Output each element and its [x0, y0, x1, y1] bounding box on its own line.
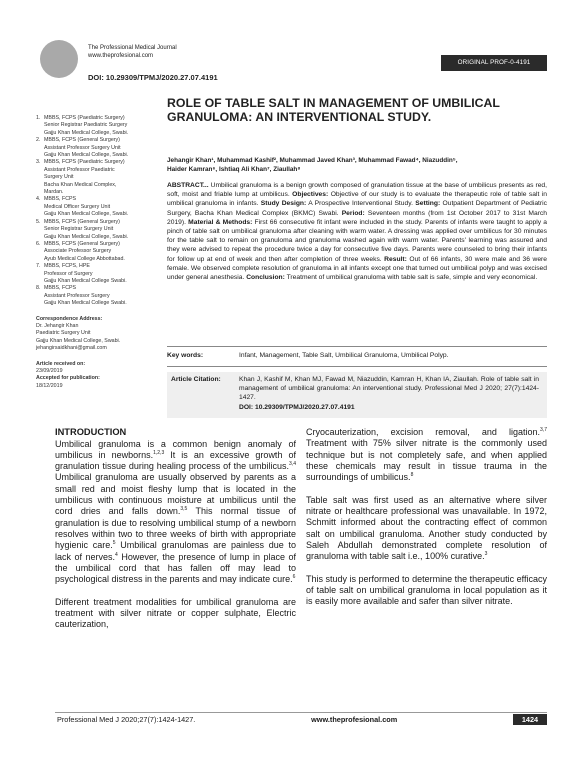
journal-logo	[40, 40, 78, 78]
correspondence-line: Paediatric Surgery Unit	[36, 330, 91, 337]
keywords-row	[167, 352, 547, 359]
conclusion-text: Treatment of umbilical granuloma with table salt is safe, simple and very economical.	[284, 273, 538, 281]
affiliation-line: Senior Registrar Paediatric Surgery	[44, 122, 128, 129]
footer-url[interactable]: www.theprofesional.com	[311, 714, 398, 724]
affiliation-item	[36, 263, 161, 285]
affiliation-line: MBBS, FCPS, HPE	[44, 263, 90, 270]
text-run: Table salt was first used as an alternative where silver nitrate or healthcare professional was unavailable. In 1972, Schmitt informed about the contracting effect of common salt on umbilical granuloma. Another study conducted by Saleh Abdullah demonstrated complete resolution of granuloma with table salt i.e., 100% curative.	[306, 494, 547, 562]
article-type-badge: ORIGINAL PROF-0-4191	[441, 55, 547, 71]
reference-marker: 4	[115, 551, 118, 558]
correspondence-line: Gajju Khan Medical College, Swabi.	[36, 337, 121, 344]
journal-header	[88, 44, 177, 60]
text-run: This normal tissue of granulation is due to resolving umbilical stump of a newborn resolves within two to three weeks of birth with appropriate hygienic care.	[55, 506, 296, 551]
footer-citation: Professional Med J 2020;27(7):1424-1427.	[57, 714, 196, 724]
affiliation-item	[36, 196, 161, 218]
affiliation-item	[36, 241, 161, 263]
result-label: Result:	[384, 255, 407, 263]
body-paragraph	[306, 427, 547, 483]
affiliations-list	[36, 115, 161, 308]
affiliation-line: Professor of Surgery	[44, 270, 93, 277]
affiliation-line: Medical Officer Surgery Unit	[44, 203, 111, 210]
header-doi[interactable]: DOI: 10.29309/TPMJ/2020.27.07.4191	[88, 73, 218, 82]
methods-text: First 66 consecutive fit infant were included in the study. Parents of infants were taught to apply a pinch of table salt on umbilical granuloma after cleaning with warm water. A dressing was applied over umbilicus for 30 minutes for the table salt to remain on granuloma and granuloma washed again with warm water. Parents' learning was assured and they were advised to repeat the procedure twice a day for consecutive five days. Parents were counseled to bring their infants for follow up at end of week and then after completion of three weeks.	[167, 218, 547, 263]
dates-block	[36, 361, 161, 391]
objectives-text: Objective of our study is to evaluate the therapeutic role of table salt in umbilical granuloma in infants.	[167, 191, 547, 208]
correspondence-block	[36, 316, 161, 353]
affiliation-line: Gajju Khan Medical College, Swabi.	[44, 152, 129, 159]
reference-marker: 3,4	[289, 461, 296, 468]
affiliation-line: Mardan.	[44, 189, 64, 196]
reference-marker: 3	[484, 551, 488, 558]
affiliation-item	[36, 137, 161, 159]
affiliation-line: Surgery Unit	[44, 174, 74, 181]
affiliation-line: Ayub Medical College Abbottabad.	[44, 255, 125, 262]
affiliation-line: Gajju Khan Medical College, Swabi.	[44, 129, 129, 136]
affiliation-number: 7.	[36, 263, 41, 270]
affiliation-lines	[44, 196, 128, 218]
reference-marker: 5	[112, 540, 116, 547]
text-run: Umbilical granuloma is a common benign anomaly of umbilicus in newborns.	[55, 438, 296, 460]
correspondence-email[interactable]: jehangirsaidkhani@gmail.com	[36, 345, 107, 352]
affiliation-line: MBBS, FCPS (General Surgery)	[44, 137, 120, 144]
affiliation-lines	[44, 115, 128, 137]
affiliation-number: 1.	[36, 115, 41, 121]
affiliation-line: Assistant Professor Surgery Unit	[44, 144, 121, 151]
body-column-right	[306, 427, 547, 619]
affiliation-number: 6.	[36, 240, 41, 247]
received-date: 23/09/2019	[36, 368, 63, 374]
affiliation-item	[36, 219, 161, 241]
affiliation-number: 8.	[36, 285, 41, 292]
keywords-label: Key words:	[167, 352, 204, 359]
affiliation-line: Associate Professor Surgery	[44, 248, 112, 255]
affiliation-lines	[44, 285, 127, 307]
affiliation-number: 3.	[36, 159, 41, 166]
body-paragraph: Different treatment modalities for umbilical granuloma are treatment with silver nitrate or copper sulphate, Electric cauterization,	[55, 596, 296, 630]
authors-line: Jehangir Khan¹, Muhammad Kashif², Muhammad Javed Khan³, Muhammad Fawad⁴, Niazuddin⁵,	[167, 157, 458, 164]
author-list	[167, 156, 552, 174]
body-paragraph	[306, 495, 547, 563]
keywords-text: Infant, Management, Table Salt, Umbilical Granuloma, Umbilical Polyp.	[239, 352, 449, 359]
affiliation-line: MBBS, FCPS (Paediatric Surgery)	[44, 115, 125, 121]
affiliation-line: MBBS, FCPS (Paediatric Surgery)	[44, 159, 125, 166]
abstract	[167, 181, 547, 282]
page-number: 1424	[513, 714, 547, 725]
affiliation-line: Gajju Khan Medical College Swabi.	[44, 300, 127, 307]
affiliation-line: Assistant Professor Paediatric	[44, 166, 115, 173]
affiliation-line: Senior Registrar Surgery Unit	[44, 226, 114, 233]
title-line: GRANULOMA: AN INTERVENTIONAL STUDY.	[167, 110, 432, 124]
journal-url[interactable]: www.theprofesional.com	[88, 53, 154, 59]
accepted-label: Accepted for publication:	[36, 375, 100, 382]
body-paragraph	[55, 439, 296, 586]
text-run: Umbilical granulomas are painless due to lack of nerves.	[55, 540, 296, 562]
body-column-left	[55, 427, 296, 642]
reference-marker: 1,2,3	[153, 449, 165, 456]
affiliation-line: Gajju Khan Medical College Swabi.	[44, 277, 127, 284]
affiliation-line: MBBS, FCPS	[44, 196, 77, 203]
correspondence-line: Dr. Jehangir Khan	[36, 322, 79, 329]
affiliation-lines	[44, 263, 127, 285]
result-text: Out of 66 infants, 30 were male and 36 were female. We observed complete resolution of granuloma in all infants except one that turned out umbilical polyp and was excised under general anesthesia.	[167, 255, 547, 281]
affiliation-line: Gajju Khan Medical College, Swabi.	[44, 233, 129, 240]
citation-doi[interactable]: DOI: 10.29309/TPMJ/2020.27.07.4191	[239, 403, 355, 411]
affiliation-line: MBBS, FCPS (General Surgery)	[44, 218, 120, 225]
citation-body	[239, 375, 539, 418]
authors-line: Haider Kamran⁶, Ishtiaq Ali Khan⁷, Ziaullah⁸	[167, 166, 301, 173]
affiliation-number: 5.	[36, 218, 41, 225]
period-label: Period:	[341, 209, 365, 217]
article-title	[167, 96, 547, 124]
text-run: Umbilical granuloma are usually observed by parents as a small red and moist fleshy lump that is located in the umbilicus with continuous moisture at umbilicus until the cord dries and falls down.	[55, 472, 296, 517]
reference-marker: 8	[410, 472, 414, 479]
affiliation-lines	[44, 241, 125, 263]
study-design-text: A Prospective Interventional Study.	[306, 200, 416, 208]
title-line: ROLE OF TABLE SALT IN MANAGEMENT OF UMBILICAL	[167, 96, 500, 110]
accepted-date: 18/12/2019	[36, 382, 63, 389]
affiliation-line: MBBS, FCPS	[44, 285, 77, 292]
correspondence-heading: Correspondence Address:	[36, 315, 103, 322]
abstract-text: Umbilical granuloma is a benign growth composed of granulation tissue at the base of umbilicus presents as red, soft, moist and friable lump at umbilicus.	[167, 182, 547, 199]
setting-text: Outpatient Department of Pediatric Surgery, Bacha Khan Medical Complex (BKMC) Swabi.	[167, 200, 547, 217]
affiliation-lines	[44, 137, 128, 159]
affiliation-line: Gajju Khan Medical College, Swabi.	[44, 211, 129, 218]
journal-name: The Professional Medical Journal	[88, 45, 177, 51]
affiliation-item	[36, 159, 161, 196]
methods-label: Material & Methods:	[188, 218, 253, 226]
conclusion-label: Conclusion:	[246, 273, 285, 281]
text-run: Treatment with 75% silver nitrate is the commonly used technique but is not completely safe, and when applied these chemicals may result in tissue trauma in the surroundings of umbilicus.	[306, 438, 547, 483]
affiliation-line: Bacha Khan Medical Complex,	[44, 181, 117, 188]
author-sidebar	[36, 115, 161, 390]
setting-label: Setting:	[415, 200, 441, 208]
divider	[167, 366, 547, 367]
page-footer	[55, 712, 547, 725]
text-run: Cryocauterization, excision removal, and ligation.	[306, 427, 541, 437]
reference-marker: 3,7	[540, 427, 547, 433]
received-label: Article received on:	[36, 360, 86, 367]
citation-text: Khan J, Kashif M, Khan MJ, Fawad M, Niazuddin, Kamran H, Khan IA, Ziaullah. Role of table salt in management of umbilical granuloma: An interventional study. Professional Med J 2020; 27(7):1424-1427.	[239, 376, 539, 402]
objectives-label: Objectives:	[292, 191, 329, 199]
study-design-label: Study Design:	[260, 200, 307, 208]
text-run: It is an excessive growth of granulation tissue during healing process of the umbilicus.	[55, 449, 296, 472]
affiliation-lines	[44, 219, 128, 241]
introduction-heading: INTRODUCTION	[55, 427, 127, 437]
abstract-label: ABSTRACT...	[167, 182, 209, 189]
period-text: Seventeen months (from 1st October 2017 to 31st March 2019).	[167, 209, 547, 226]
affiliation-item	[36, 115, 161, 137]
reference-marker: 6	[292, 574, 296, 581]
affiliation-number: 4.	[36, 196, 41, 203]
divider	[167, 346, 547, 347]
citation-label: Article Citation:	[171, 376, 221, 383]
text-run: However, the presence of lump in place of the umbilical cord that has fallen off may lead to psychological distress in the parents and may indicate cure.	[55, 551, 296, 585]
affiliation-line: Assistant Professor Surgery	[44, 292, 110, 299]
reference-marker: 3,5	[180, 506, 188, 513]
affiliation-item	[36, 285, 161, 307]
affiliation-number: 2.	[36, 137, 41, 144]
affiliation-line: MBBS, FCPS (General Surgery)	[44, 240, 120, 247]
body-paragraph: This study is performed to determine the therapeutic efficacy of table salt on umbilical granuloma in local population as it is easily more available and safer than silver nitrate.	[306, 573, 547, 607]
affiliation-lines	[44, 159, 125, 196]
article-citation-box	[167, 372, 547, 418]
